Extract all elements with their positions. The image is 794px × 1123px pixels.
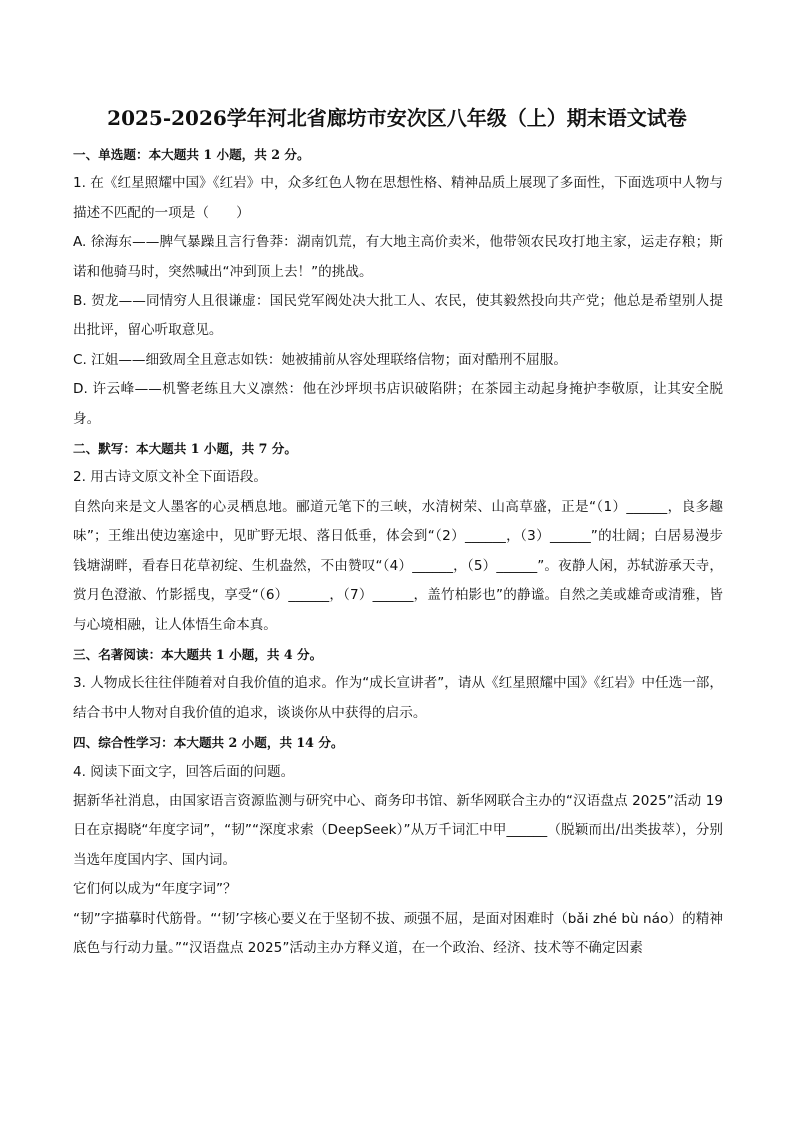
question-4-stem: 4. 阅读下面文字，回答后面的问题。 bbox=[73, 763, 295, 780]
section-heading-dictation: 二、默写：本大题共 1 小题，共 7 分。 bbox=[73, 441, 297, 457]
question-1-option-d: D. 许云峰——机警老练且大义凛然：他在沙坪坝书店识破陷阱；在茶园主动起身掩护李敬原，让其安全脱身。 bbox=[73, 381, 723, 427]
question-4-paragraph-2: 它们何以成为“年度字词”？ bbox=[73, 881, 237, 898]
section-heading-single-choice: 一、单选题：本大题共 1 小题，共 2 分。 bbox=[73, 147, 310, 162]
page-title: 2025-2026学年河北省廊坊市安次区八年级（上）期末语文试卷 bbox=[107, 106, 687, 130]
question-2-passage: 自然向来是文人墨客的心灵栖息地。郦道元笔下的三峡，水清树荣、山高草盛，正是“（1）______，良多趣味”；王维出使边塞途中，见旷野无垠、落日低垂，体会到“（2）______，（3）______”的壮阔；白居易漫步钱塘湖畔，看春日花草初绽、生机盎然，不由赞叹“（4）______，（5）______”。夜静人闲，苏轼游承天寺，赏月色澄澈、竹影摇曳，享受“（6）______，（7）______，盖竹柏影也”的静谧。自然之美或雄奇或清雅，皆与心境相融，让人体悟生命本真。 bbox=[73, 498, 723, 633]
exam-content bbox=[73, 140, 723, 963]
question-1-option-c: C. 江姐——细致周全且意志如铁：她被捕前从容处理联络信物；面对酷刑不屈服。 bbox=[73, 351, 567, 368]
question-3-stem: 3. 人物成长往往伴随着对自我价值的追求。作为“成长宣讲者”，请从《红星照耀中国》《红岩》中任选一部，结合书中人物对自我价值的追求，谈谈你从中获得的启示。 bbox=[73, 675, 723, 721]
section-heading-classics-reading: 三、名著阅读：本大题共 1 小题，共 4 分。 bbox=[73, 646, 323, 662]
question-1-stem: 1. 在《红星照耀中国》《红岩》中，众多红色人物在思想性格、精神品质上展现了多面性，下面选项中人物与描述不匹配的一项是（ ） bbox=[73, 175, 723, 221]
question-2-stem: 2. 用古诗文原文补全下面语段。 bbox=[73, 469, 268, 486]
question-4-paragraph-1: 据新华社消息，由国家语言资源监测与研究中心、商务印书馆、新华网联合主办的“汉语盘点 2025”活动 19 日在京揭晓“年度字词”，“韧”“深度求索（DeepSeek）”从万千词汇中甲______（脱颖而出/出类拔萃），分别当选年度国内字、国内词。 bbox=[73, 792, 723, 868]
section-heading-comprehensive-study: 四、综合性学习：本大题共 2 小题，共 14 分。 bbox=[73, 735, 344, 751]
question-1-option-a: A. 徐海东——脾气暴躁且言行鲁莽：湖南饥荒，有大地主高价卖米，他带领农民攻打地主家，运走存粮；斯诺和他骑马时，突然喊出“冲到顶上去！”的挑战。 bbox=[73, 234, 723, 280]
question-1-option-b: B. 贺龙——同情穷人且很谦虚：国民党军阀处决大批工人、农民，使其毅然投向共产党；他总是希望别人提出批评，留心听取意见。 bbox=[73, 293, 723, 339]
question-4-paragraph-3: “韧”字描摹时代筋骨。“‘韧’字核心要义在于坚韧不拔、顽强不屈，是面对困难时（bǎi zhé bù náo）的精神底色与行动力量。”“汉语盘点 2025”活动主办方释义道，在一个政治、经济、技术等不确定因素 bbox=[73, 910, 723, 956]
